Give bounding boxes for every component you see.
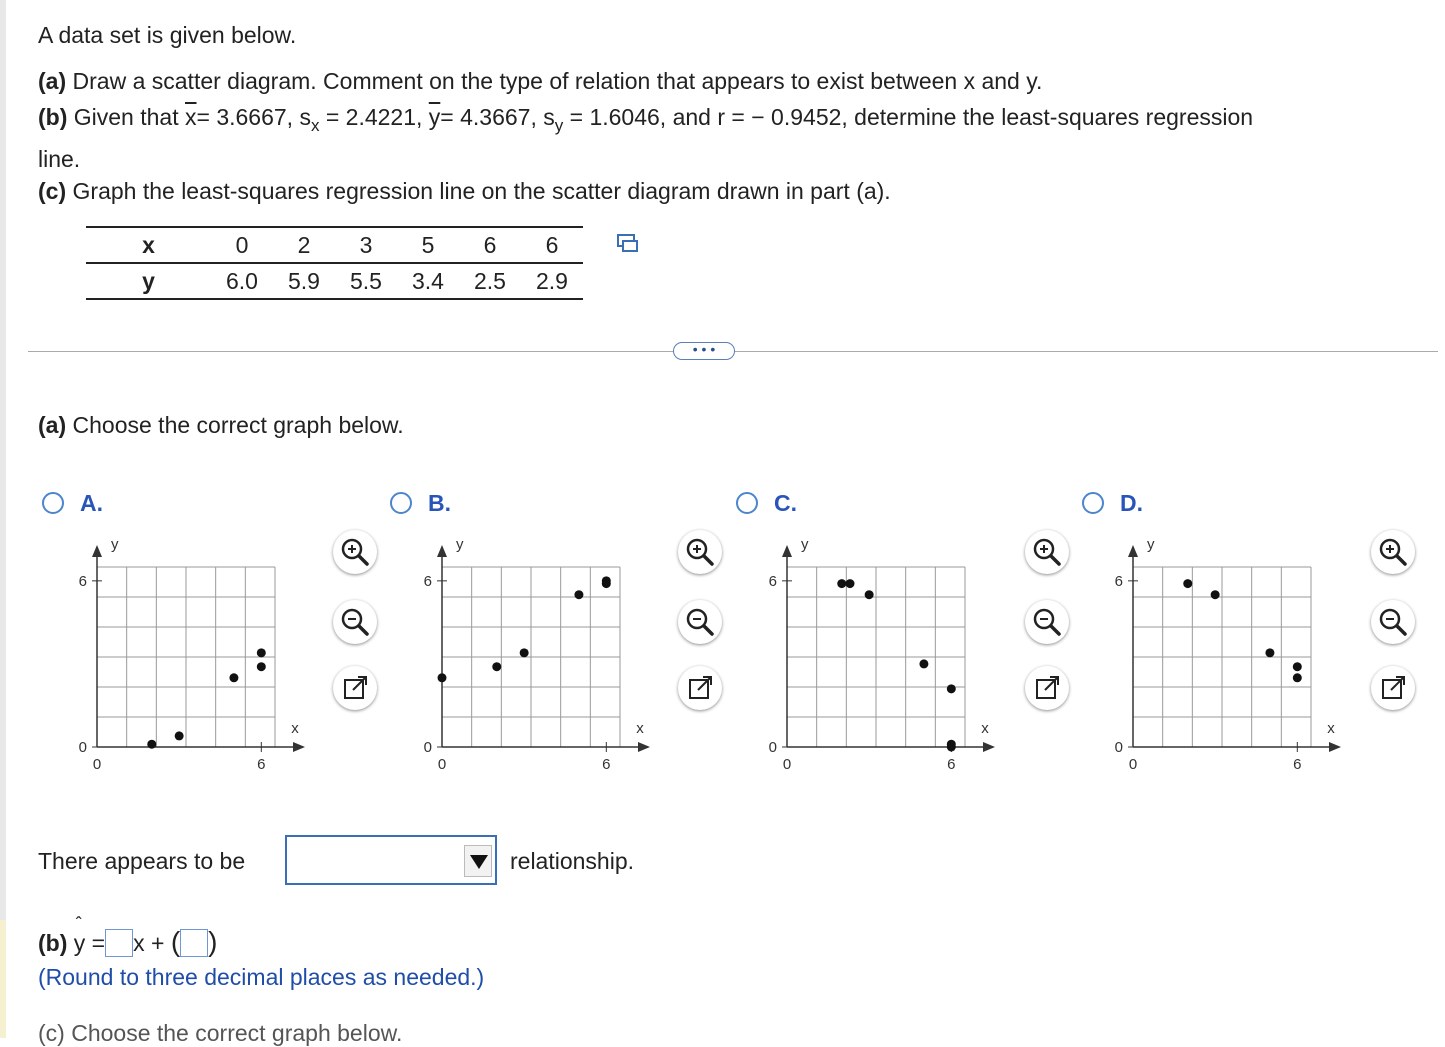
data-point [257, 648, 266, 657]
question-a-text: Choose the correct graph below. [72, 412, 404, 438]
y-value: 5.5 [335, 263, 397, 299]
part-a-label: (a) [38, 68, 67, 94]
sy-symbol: s [543, 104, 555, 130]
close-paren: ) [208, 926, 218, 957]
part-b-pre: Given that [73, 104, 179, 130]
popout-icon[interactable] [678, 666, 722, 710]
xbar-symbol: $\overline{x}$ [185, 104, 197, 130]
data-point [257, 662, 266, 671]
y-axis-label: y [1147, 536, 1155, 553]
left-rail-highlight [0, 920, 6, 1038]
popout-icon[interactable] [333, 666, 377, 710]
intercept-input[interactable] [180, 929, 208, 957]
y-axis-arrow-icon [782, 545, 792, 557]
data-point [1293, 673, 1302, 682]
dropdown-arrow-icon[interactable] [464, 845, 492, 877]
open-paren: ( [170, 926, 181, 957]
slope-input[interactable] [105, 929, 133, 957]
ybar-symbol: $\overline{y}$ [428, 104, 441, 130]
part-c-label: (c) [38, 178, 67, 204]
y-tick-label: 6 [1114, 572, 1123, 590]
data-point [574, 590, 583, 599]
sy-value: = 1.6046, and r = − 0.9452, determine the least-squares regression [569, 104, 1254, 130]
x-tick-label: 0 [1128, 756, 1138, 773]
y-tick-label: 6 [423, 572, 432, 590]
data-point [1265, 648, 1274, 657]
y-value: 3.4 [397, 263, 459, 299]
x-tick-label: 6 [947, 756, 956, 773]
radio-button[interactable] [1082, 492, 1104, 514]
y-value: 2.5 [459, 263, 521, 299]
data-point [438, 673, 447, 682]
zoom-in-icon[interactable] [1025, 530, 1069, 574]
option-label: A. [80, 490, 103, 516]
zoom-out-icon[interactable] [1371, 600, 1415, 644]
sx-value: = 2.4221, [325, 104, 423, 130]
radio-button[interactable] [390, 492, 412, 514]
relationship-sentence-pre: There appears to be [38, 848, 246, 874]
data-point [147, 740, 156, 749]
y-value: 5.9 [273, 263, 335, 299]
y-tick-label: 6 [768, 572, 777, 590]
question-a-prompt [38, 412, 404, 439]
x-tick-label: 0 [92, 756, 102, 773]
data-point [602, 576, 611, 585]
data-point [845, 579, 854, 588]
zoom-in-icon[interactable] [1371, 530, 1415, 574]
y-axis-arrow-icon [1128, 545, 1138, 557]
x-axis-label: x [291, 720, 299, 737]
part-b-label: (b) [38, 104, 68, 130]
x-tick-label: 0 [782, 756, 792, 773]
part-b-instructions [38, 104, 1253, 136]
y-value: 2.9 [521, 263, 583, 299]
scatter-plot-a [55, 530, 325, 790]
scatter-plot-c [745, 530, 1015, 790]
zoom-out-icon[interactable] [1025, 600, 1069, 644]
x-tick-label: 6 [1293, 756, 1302, 773]
left-rail [0, 0, 6, 1038]
y-value: 6.0 [211, 263, 273, 299]
question-b-label: (b) [38, 930, 68, 956]
data-point [865, 590, 874, 599]
x-value: 0 [211, 227, 273, 263]
sx-subscript: x [310, 116, 320, 135]
sx-symbol: s [299, 104, 311, 130]
x-plus-text: x + [133, 930, 165, 956]
zoom-out-icon[interactable] [333, 600, 377, 644]
intro-text: A data set is given below. [38, 22, 297, 48]
x-axis-label: x [981, 720, 989, 737]
part-c-instructions [38, 178, 891, 205]
part-b-continuation: line. [38, 146, 81, 172]
y-axis-label: y [801, 536, 809, 553]
popout-icon[interactable] [1025, 666, 1069, 710]
x-axis-arrow-icon [638, 742, 650, 752]
data-point [492, 662, 501, 671]
y-axis-arrow-icon [437, 545, 447, 557]
x-value: 2 [273, 227, 335, 263]
table-row-x [86, 227, 583, 263]
scatter-plot-d [1091, 530, 1361, 790]
part-a-instructions [38, 68, 1042, 95]
table-row-y [86, 263, 583, 299]
sy-subscript: y [554, 116, 564, 135]
data-point [520, 648, 529, 657]
x-value: 6 [459, 227, 521, 263]
rounding-note: (Round to three decimal places as needed.) [38, 964, 485, 990]
popout-icon[interactable] [1371, 666, 1415, 710]
y-axis-label: y [456, 536, 464, 553]
x-tick-label: 6 [257, 756, 266, 773]
data-point [947, 740, 956, 749]
part-c-text: Graph the least-squares regression line on the scatter diagram drawn in part (a). [72, 178, 891, 204]
zoom-in-icon[interactable] [678, 530, 722, 574]
data-point [919, 659, 928, 668]
data-point [837, 579, 846, 588]
y-hat-letter: y [73, 930, 86, 956]
x-value: 5 [397, 227, 459, 263]
relationship-sentence-post: relationship. [510, 848, 635, 874]
x-axis-label: x [636, 720, 644, 737]
xbar-value: = 3.6667, [196, 104, 294, 130]
radio-button[interactable] [42, 492, 64, 514]
y-tick-label: 0 [1114, 739, 1123, 756]
question-a-label: (a) [38, 412, 67, 438]
x-tick-label: 0 [437, 756, 447, 773]
y-tick-label: 0 [768, 739, 777, 756]
y-axis-arrow-icon [92, 545, 102, 557]
data-point [947, 684, 956, 693]
ybar-value: = 4.3667, [440, 104, 537, 130]
more-button[interactable]: • • • [673, 342, 735, 360]
x-tick-label: 6 [602, 756, 611, 773]
y-header: y [86, 263, 211, 299]
radio-button[interactable] [736, 492, 758, 514]
zoom-out-icon[interactable] [678, 600, 722, 644]
scatter-plot-b [400, 530, 670, 790]
y-tick-label: 0 [423, 739, 432, 756]
x-axis-label: x [1327, 720, 1335, 737]
zoom-in-icon[interactable] [333, 530, 377, 574]
x-axis-arrow-icon [1329, 742, 1341, 752]
part-a-text: Draw a scatter diagram. Comment on the type of relation that appears to exist between x and y. [72, 68, 1043, 94]
data-table [86, 226, 583, 300]
data-point [1293, 662, 1302, 671]
data-point [1211, 590, 1220, 599]
equals-sign: = [91, 930, 106, 956]
cut-off-text: (c) Choose the correct graph below. [38, 1020, 403, 1046]
x-value: 3 [335, 227, 397, 263]
x-value: 6 [521, 227, 583, 263]
data-point [175, 731, 184, 740]
option-label: B. [428, 490, 451, 516]
y-tick-label: 0 [78, 739, 87, 756]
x-header: x [86, 227, 211, 263]
question-b-equation [38, 914, 218, 958]
option-label: D. [1120, 490, 1143, 516]
y-tick-label: 6 [78, 572, 87, 590]
x-axis-arrow-icon [293, 742, 305, 752]
x-axis-arrow-icon [983, 742, 995, 752]
relationship-dropdown[interactable] [285, 835, 497, 885]
copy-data-icon[interactable] [617, 233, 639, 258]
hat-icon: ˆ [75, 914, 82, 934]
option-label: C. [774, 490, 797, 516]
y-axis-label: y [111, 536, 119, 553]
data-point [1183, 579, 1192, 588]
y-hat [73, 914, 86, 956]
data-point [229, 673, 238, 682]
